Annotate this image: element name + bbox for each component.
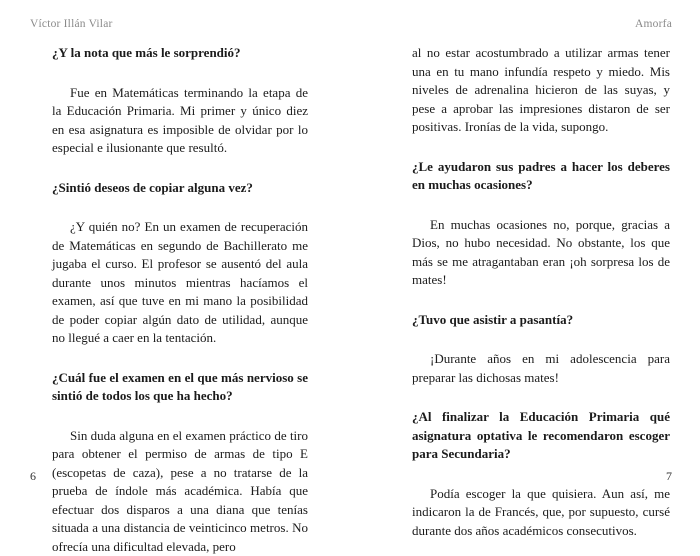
- left-page-text: [52, 44, 308, 556]
- question: ¿Tuvo que asistir a pasantía?: [412, 311, 670, 330]
- question: ¿Le ayudaron sus padres a hacer los deberes en muchas ocasiones?: [412, 158, 670, 195]
- question: ¿Cuál fue el examen en el que más nervioso se sintió de todos los que ha hecho?: [52, 369, 308, 406]
- question: ¿Al finalizar la Educación Primaria qué asignatura optativa le recomendaron escoger para Secundaria?: [412, 408, 670, 464]
- question: ¿Y la nota que más le sorprendió?: [52, 44, 308, 63]
- question: ¿Sintió deseos de copiar alguna vez?: [52, 179, 308, 198]
- running-head-title: Amorfa: [635, 18, 672, 30]
- answer-continuation: al no estar acostumbrado a utilizar armas tener una en tu mano infundía respeto y miedo. Mis niveles de adrenalina hicieron de las suyas, y pese a aprobar las impresiones distaron de ser positivas. Ironías de la vida, supongo.: [412, 44, 670, 137]
- right-page-text: [412, 44, 670, 540]
- answer: Podía escoger la que quisiera. Aun así, me indicaron la de Francés, que, por supuesto, cursé durante dos años académicos consecutivos.: [412, 485, 670, 541]
- answer: Sin duda alguna en el examen práctico de tiro para obtener el permiso de armas de tipo E (escopetas de caza), pese a no tratarse de la prueba de índole más académica. Había que efectuar dos disparos a una diana que tenías situada a una distancia de veinticinco metros. No ofrecía una dificultad elevada, pero: [52, 427, 308, 556]
- page-number: 7: [666, 469, 672, 484]
- left-page: [0, 0, 350, 500]
- page-number: 6: [30, 469, 36, 484]
- answer: ¿Y quién no? En un examen de recuperación de Matemáticas en segundo de Bachillerato me jugaba el curso. El profesor se ausentó del aula durante unos minutos mientras hacíamos el examen, así que tuve en mi mano la posibilidad de poder copiar algún dato de utilidad, aunque no llegué a caer en la tentación.: [52, 218, 308, 348]
- answer: ¡Durante años en mi adolescencia para preparar las dichosas mates!: [412, 350, 670, 387]
- answer: En muchas ocasiones no, porque, gracias a Dios, no hubo necesidad. No obstante, los que más se me atragantaban eran ¡oh sorpresa los de mates!: [412, 216, 670, 290]
- right-page: [350, 0, 700, 500]
- running-head-author: Víctor Illán Vilar: [30, 18, 113, 30]
- answer: Fue en Matemáticas terminando la etapa de la Educación Primaria. Mi primer y único diez en esa asignatura es imposible de olvidar por lo especial e ilusionante que resultó.: [52, 84, 308, 158]
